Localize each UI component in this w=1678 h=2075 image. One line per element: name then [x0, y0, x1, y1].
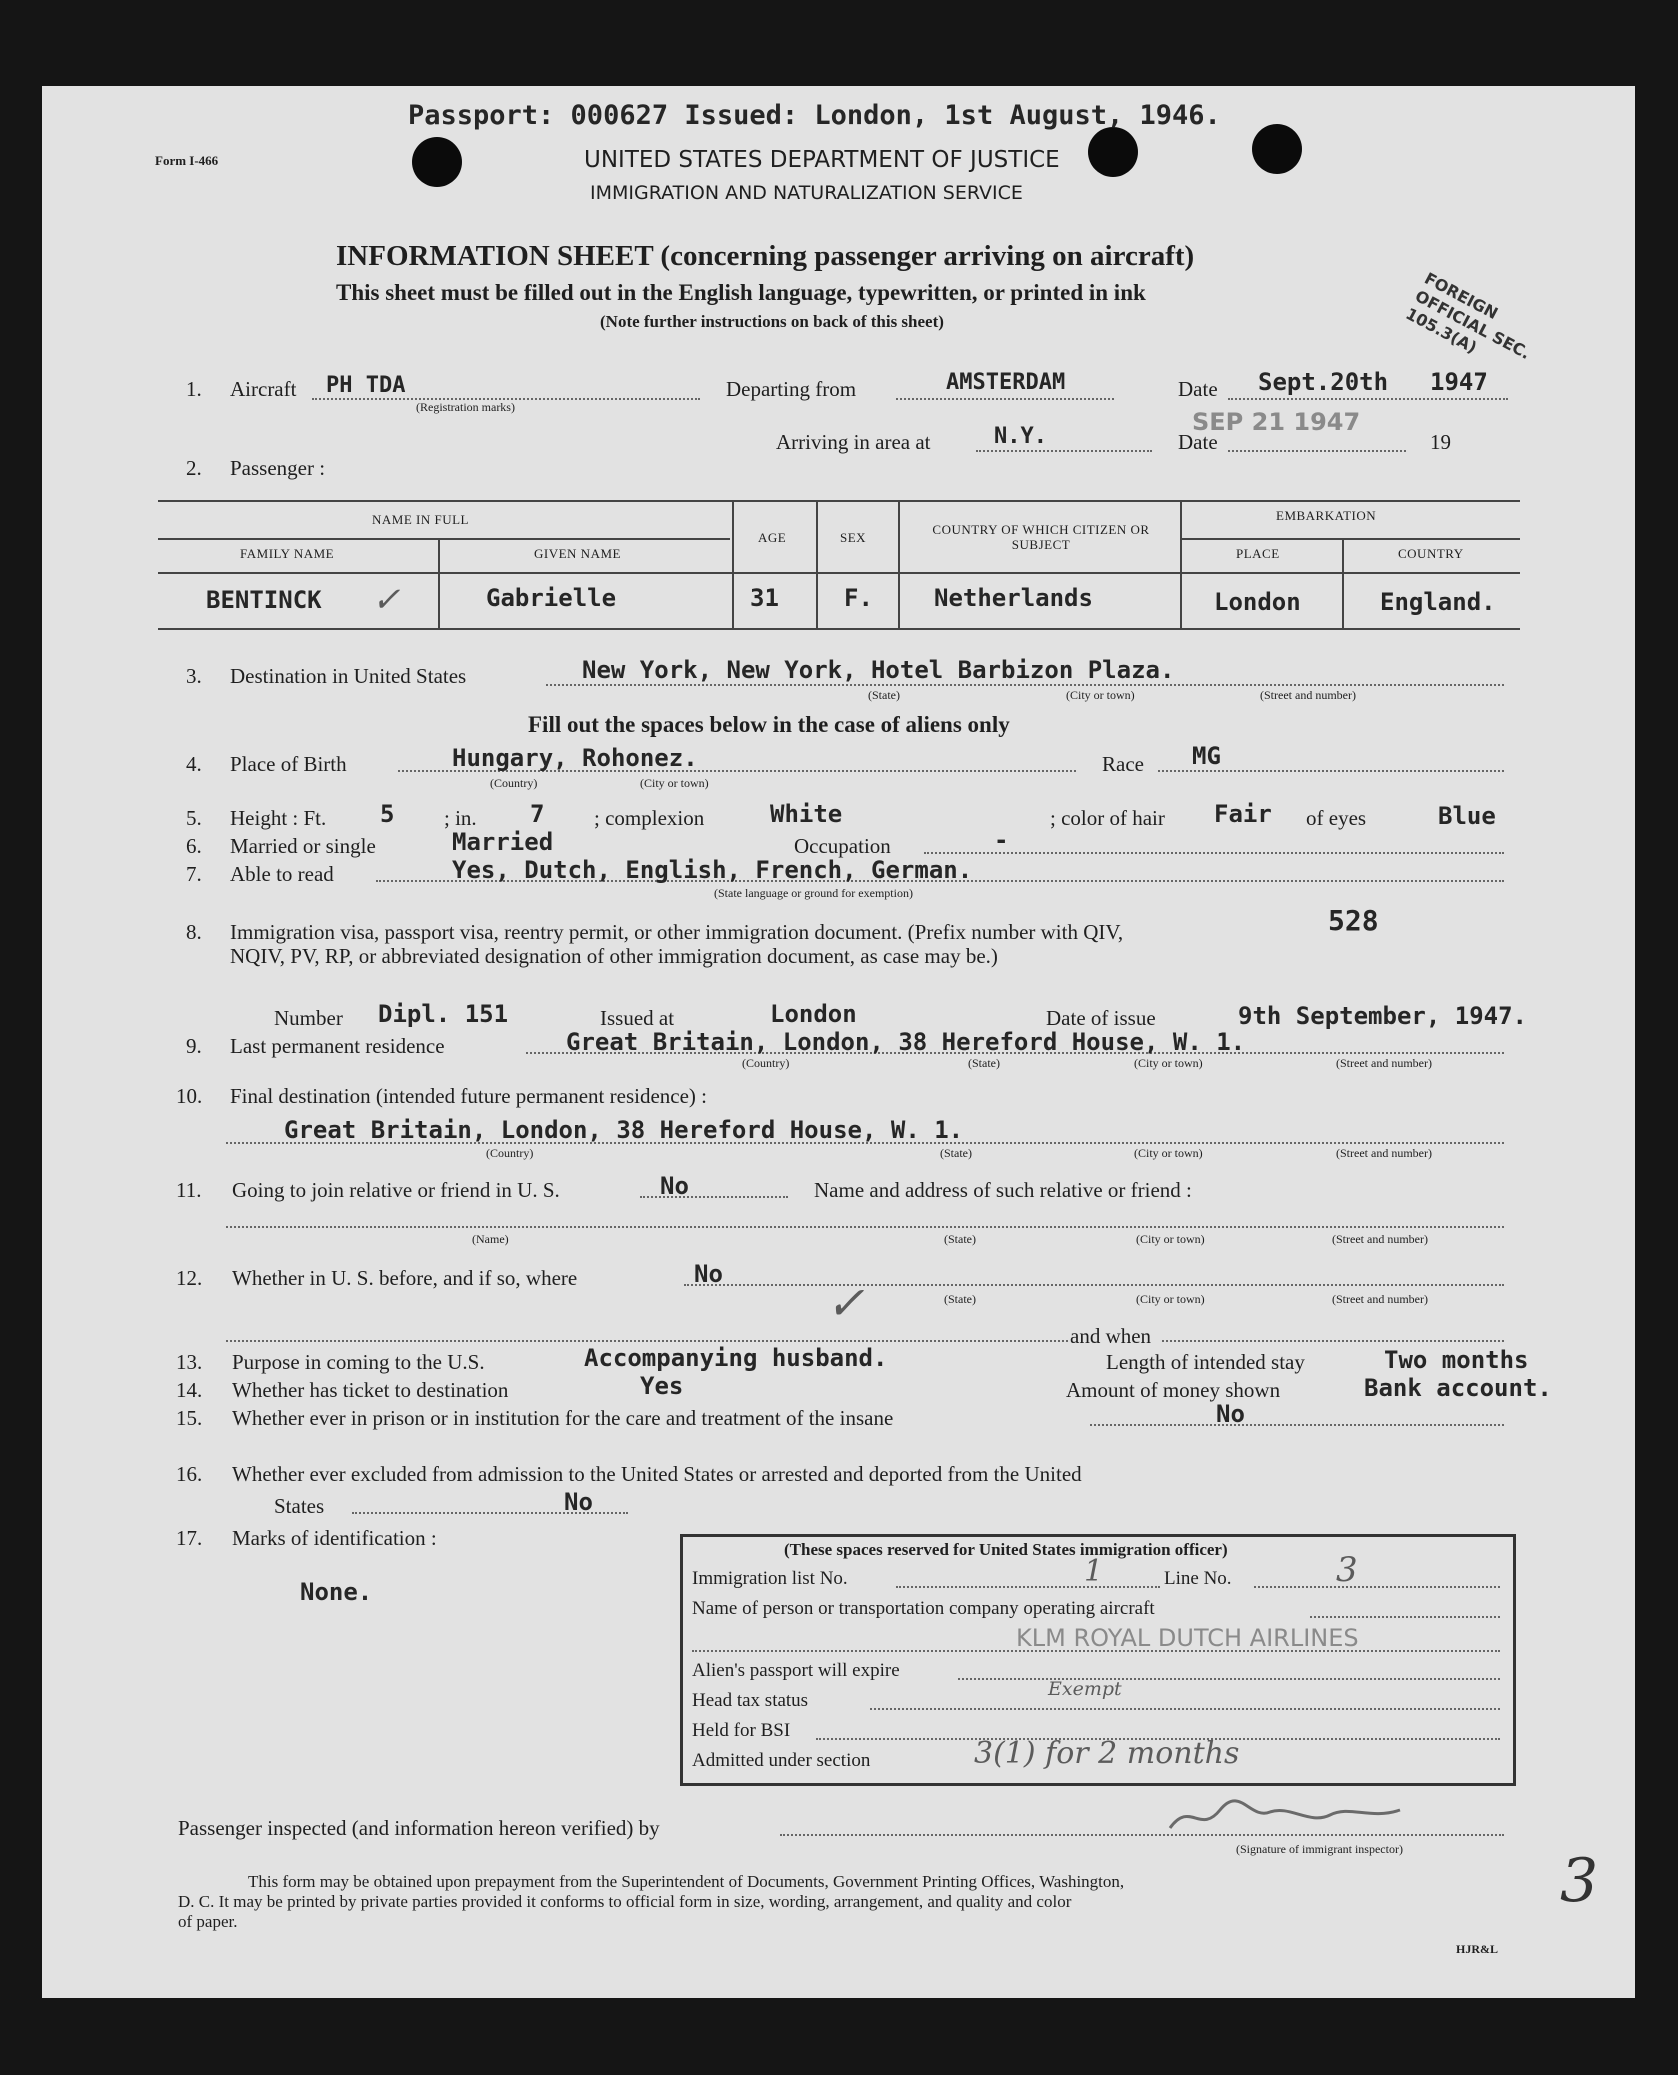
sex-header: SEX — [840, 530, 867, 545]
hair-label: ; color of hair — [1050, 806, 1165, 830]
occupation-value: - — [994, 826, 1009, 854]
caption: (Street and number) — [1336, 1056, 1432, 1070]
department-name: UNITED STATES DEPARTMENT OF JUSTICE — [584, 147, 1060, 173]
excluded-text: Whether ever excluded from admission to the United States or arrested and deported from the United — [232, 1462, 1082, 1486]
sex-value: F. — [844, 584, 873, 612]
excluded-text2: States — [274, 1494, 325, 1518]
item-number: 9. — [186, 1034, 202, 1058]
form-note: (Note further instructions on back of this sheet) — [600, 312, 944, 331]
read-value: Yes, Dutch, English, French, German. — [452, 856, 973, 884]
final-destination-value: Great Britain, London, 38 Hereford House, W. 1. — [284, 1116, 964, 1144]
married-value: Married — [452, 828, 554, 856]
item-number: 11. — [176, 1178, 202, 1202]
caption: (Street and number) — [1260, 688, 1356, 702]
service-name: IMMIGRATION AND NATURALIZATION SERVICE — [590, 182, 1023, 204]
punch-hole — [412, 137, 462, 187]
age-header: AGE — [758, 530, 787, 545]
caption: (City or town) — [1134, 1146, 1203, 1160]
citizenship-value: Netherlands — [934, 584, 1093, 612]
passenger-label: Passenger : — [230, 456, 326, 480]
issued-at-value: London — [770, 1000, 857, 1028]
date-label: Date — [1178, 377, 1218, 401]
caption: (City or town) — [1136, 1232, 1205, 1246]
form-number: Form I-466 — [155, 153, 219, 168]
arrival-date-stamp: SEP 21 1947 — [1192, 408, 1361, 436]
item-number: 2. — [186, 456, 202, 480]
item-number: 13. — [176, 1350, 203, 1374]
tax-label: Head tax status — [692, 1690, 809, 1711]
join-relative-label: Going to join relative or friend in U. S. — [232, 1178, 560, 1202]
residence-value: Great Britain, London, 38 Hereford House, W. 1. — [566, 1028, 1246, 1056]
final-destination-label: Final destination (intended future permanent residence) : — [230, 1084, 708, 1108]
caption: (State) — [944, 1292, 976, 1306]
item-number: 15. — [176, 1406, 203, 1430]
given-name-value: Gabrielle — [486, 584, 617, 612]
punch-hole — [1088, 127, 1138, 177]
company-label: Name of person or transportation company operating aircraft — [692, 1598, 1155, 1619]
money-label: Amount of money shown — [1066, 1378, 1281, 1402]
caption: (Street and number) — [1332, 1232, 1428, 1246]
issue-date-label: Date of issue — [1046, 1006, 1156, 1030]
line-value: 3 — [1336, 1550, 1358, 1590]
eyes-value: Blue — [1438, 802, 1496, 830]
departing-label: Departing from — [726, 377, 857, 401]
eyes-label: of eyes — [1306, 806, 1367, 830]
date-value: Sept.20th — [1258, 368, 1389, 396]
item-number: 7. — [186, 862, 202, 886]
previous-visit-value: No — [694, 1260, 723, 1288]
money-value: Bank account. — [1364, 1374, 1552, 1402]
form-subtitle: This sheet must be filled out in the English language, typewritten, or printed in ink — [336, 280, 1146, 305]
officer-box-title: (These spaces reserved for United States immigration officer) — [784, 1540, 1228, 1559]
caption: (Country) — [742, 1056, 790, 1070]
country-header: COUNTRY — [1398, 546, 1464, 561]
inspected-label: Passenger inspected (and information hereon verified) by — [178, 1816, 660, 1840]
item-number: 5. — [186, 806, 202, 830]
complexion-label: ; complexion — [594, 806, 705, 830]
age-value: 31 — [750, 584, 779, 612]
married-label: Married or single — [230, 834, 376, 858]
item-number: 1. — [186, 377, 202, 401]
excluded-value: No — [564, 1488, 593, 1516]
embarkation-header: EMBARKATION — [1276, 508, 1377, 523]
check-mark: ✓ — [826, 1276, 865, 1330]
document-annotation: 528 — [1328, 904, 1379, 937]
given-name-header: GIVEN NAME — [534, 546, 621, 561]
height-in-label: ; in. — [444, 806, 477, 830]
document-text: Immigration visa, passport visa, reentry permit, or other immigration document. (Prefix number with QIV, — [230, 920, 1124, 944]
doc-number-value: Dipl. 151 — [378, 1000, 509, 1028]
height-in-value: 7 — [530, 800, 545, 828]
item-number: 16. — [176, 1462, 203, 1486]
expire-label: Alien's passport will expire — [692, 1660, 900, 1681]
form-title: INFORMATION SHEET (concerning passenger arriving on aircraft) — [336, 240, 1195, 272]
bsi-label: Held for BSI — [692, 1720, 791, 1741]
footer-text: of paper. — [178, 1912, 238, 1931]
place-header: PLACE — [1236, 546, 1280, 561]
previous-visit-label: Whether in U. S. before, and if so, where — [232, 1266, 578, 1290]
prison-label: Whether ever in prison or in institution for the care and treatment of the insane — [232, 1406, 894, 1430]
identification-value: None. — [300, 1578, 373, 1606]
aliens-only-note: Fill out the spaces below in the case of aliens only — [528, 712, 1010, 737]
family-name-value: BENTINCK — [206, 586, 322, 614]
inspector-caption: (Signature of immigrant inspector) — [1236, 1842, 1403, 1856]
punch-hole — [1252, 124, 1302, 174]
caption: (State) — [968, 1056, 1000, 1070]
height-label: Height : Ft. — [230, 806, 327, 830]
date2-label: Date — [1178, 430, 1218, 454]
country-value: England. — [1380, 588, 1496, 616]
caption: (City or town) — [1136, 1292, 1205, 1306]
stay-label: Length of intended stay — [1106, 1350, 1305, 1374]
inspector-signature — [1160, 1790, 1440, 1840]
line-label: Line No. — [1164, 1568, 1232, 1589]
race-label: Race — [1102, 752, 1144, 776]
join-relative-value: No — [660, 1172, 689, 1200]
issued-at-label: Issued at — [600, 1006, 675, 1030]
purpose-label: Purpose in coming to the U.S. — [232, 1350, 485, 1374]
when-label: and when — [1070, 1324, 1152, 1348]
arriving-value: N.Y. — [994, 424, 1047, 449]
family-name-header: FAMILY NAME — [240, 546, 335, 561]
document-text: NQIV, PV, RP, or abbreviated designation of other immigration document, as case may be.) — [230, 944, 998, 968]
name-in-full-header: NAME IN FULL — [372, 512, 469, 527]
place-value: London — [1214, 588, 1301, 616]
purpose-value: Accompanying husband. — [584, 1344, 888, 1372]
caption: (State language or ground for exemption) — [714, 886, 913, 900]
caption: (Country) — [490, 776, 538, 790]
item-number: 6. — [186, 834, 202, 858]
ticket-label: Whether has ticket to destination — [232, 1378, 509, 1402]
caption: (Country) — [486, 1146, 534, 1160]
item-number: 10. — [176, 1084, 203, 1108]
page-mark: 3 — [1560, 1846, 1599, 1916]
race-value: MG — [1192, 742, 1221, 770]
list-value: 1 — [1084, 1554, 1104, 1589]
date2-year: 19 — [1430, 430, 1451, 454]
doc-number-label: Number — [274, 1006, 343, 1030]
aircraft-label: Aircraft — [230, 377, 297, 401]
caption: (City or town) — [1134, 1056, 1203, 1070]
occupation-label: Occupation — [794, 834, 891, 858]
footer-text: D. C. It may be printed by private parties provided it conforms to official form in size, wording, arrangement, and quality and color — [178, 1892, 1072, 1911]
date-year: 1947 — [1430, 368, 1488, 396]
item-number: 4. — [186, 752, 202, 776]
arriving-label: Arriving in area at — [776, 430, 931, 454]
caption: (Street and number) — [1332, 1292, 1428, 1306]
caption: (State) — [944, 1232, 976, 1246]
ticket-value: Yes — [640, 1372, 684, 1400]
birthplace-value: Hungary, Rohonez. — [452, 744, 698, 772]
tax-value: Exempt — [1048, 1678, 1122, 1700]
caption: (City or town) — [640, 776, 709, 790]
aircraft-value: PH TDA — [326, 373, 406, 398]
destination-value: New York, New York, Hotel Barbizon Plaza. — [582, 656, 1175, 684]
issue-date-value: 9th September, 1947. — [1238, 1002, 1527, 1030]
passport-line: Passport: 000627 Issued: London, 1st August, 1946. — [408, 100, 1221, 131]
caption: (State) — [940, 1146, 972, 1160]
relative-name-label: Name and address of such relative or friend : — [814, 1178, 1192, 1202]
caption: (Street and number) — [1336, 1146, 1432, 1160]
height-ft-value: 5 — [380, 800, 395, 828]
stay-value: Two months — [1384, 1346, 1529, 1374]
destination-label: Destination in United States — [230, 664, 467, 688]
item-number: 17. — [176, 1526, 203, 1550]
identification-label: Marks of identification : — [232, 1526, 437, 1550]
item-number: 14. — [176, 1378, 203, 1402]
caption: (Name) — [472, 1232, 509, 1246]
caption: (Registration marks) — [416, 400, 515, 414]
hair-value: Fair — [1214, 800, 1272, 828]
residence-label: Last permanent residence — [230, 1034, 445, 1058]
caption: (State) — [868, 688, 900, 702]
caption: (City or town) — [1066, 688, 1135, 702]
list-label: Immigration list No. — [692, 1568, 848, 1589]
read-label: Able to read — [230, 862, 334, 886]
complexion-value: White — [770, 800, 843, 828]
birthplace-label: Place of Birth — [230, 752, 347, 776]
departing-value: AMSTERDAM — [946, 370, 1066, 395]
item-number: 8. — [186, 920, 202, 944]
section-value: 3(1) for 2 months — [974, 1736, 1240, 1771]
prison-value: No — [1216, 1400, 1245, 1428]
footer-text: This form may be obtained upon prepayment from the Superintendent of Documents, Government Printing Offices, Washington, — [248, 1872, 1125, 1891]
foreign-official-stamp: FOREIGN OFFICIAL SEC. 105.3(A) — [1402, 268, 1534, 363]
country-citizen-header: COUNTRY OF WHICH CITIZEN OR SUBJECT — [932, 522, 1150, 552]
check-mark: ✓ — [372, 580, 401, 620]
section-label: Admitted under section — [692, 1750, 871, 1771]
printer-mark: HJR&L — [1456, 1942, 1498, 1956]
item-number: 3. — [186, 664, 202, 688]
company-value-stamp: KLM ROYAL DUTCH AIRLINES — [1016, 1624, 1359, 1652]
item-number: 12. — [176, 1266, 203, 1290]
